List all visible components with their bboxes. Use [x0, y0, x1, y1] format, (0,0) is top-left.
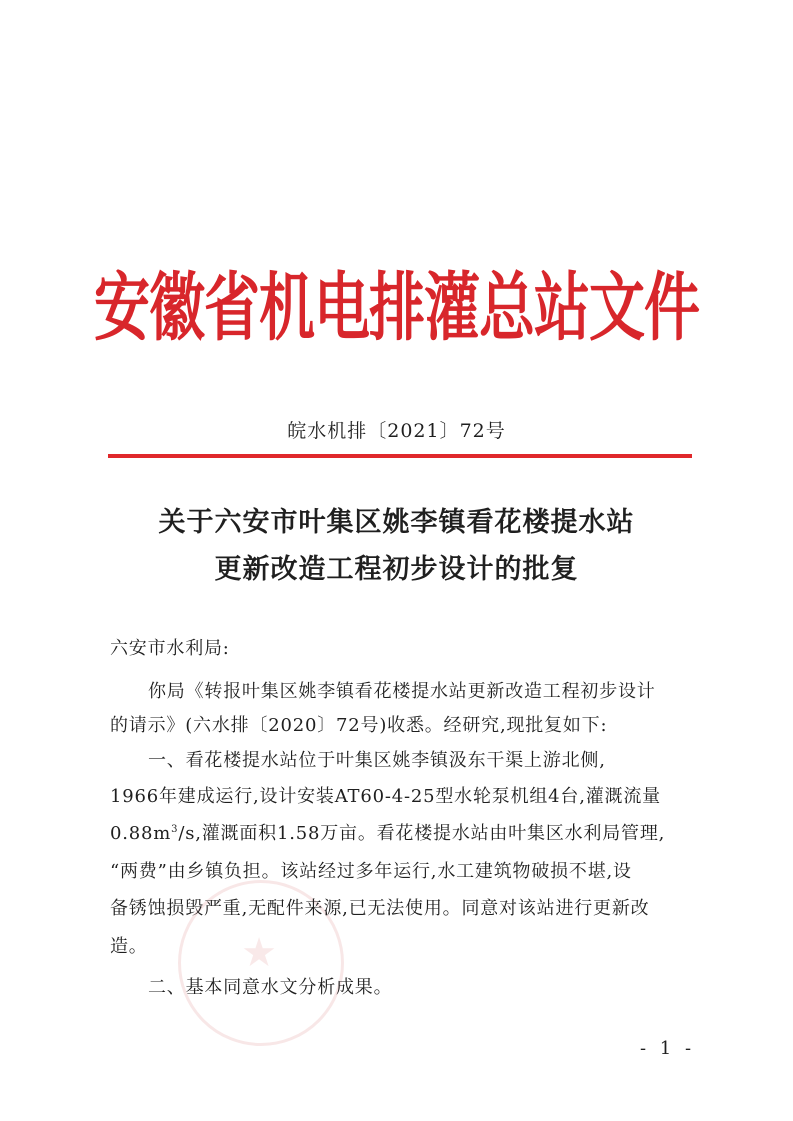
paragraph-2-line-1: 一、看花楼提水站位于叶集区姚李镇汲东干渠上游北侧, [148, 750, 606, 771]
document-number: 皖水机排〔2021〕72号 [287, 420, 506, 442]
paragraph-2-line-6: 造。 [110, 936, 148, 957]
page-number: - 1 - [640, 1038, 696, 1059]
document-title-line-1: 关于六安市叶集区姚李镇看花楼提水站 [158, 507, 635, 538]
paragraph-2-line-3-rest: /s,灌溉面积1.58万亩。看花楼提水站由叶集区水利局管理, [178, 823, 666, 844]
paragraph-1-line-2: 的请示》(六水排〔2020〕72号)收悉。经研究,现批复如下: [110, 715, 608, 736]
paragraph-2-line-2: 1966年建成运行,设计安装AT60-4-25型水轮泵机组4台,灌溉流量 [110, 786, 661, 807]
paragraph-1-line-1: 你局《转报叶集区姚李镇看花楼提水站更新改造工程初步设计 [148, 681, 656, 702]
org-masthead-title: 安徽省机电排灌总站文件 [94, 265, 699, 352]
paragraph-2-line-3 [110, 819, 665, 845]
paragraph-2-line-5: 备锈蚀损毁严重,无配件来源,已无法使用。同意对该站进行更新改 [110, 898, 650, 919]
document-title-line-2: 更新改造工程初步设计的批复 [214, 554, 579, 585]
paragraph-3-line-1: 二、基本同意水文分析成果。 [148, 977, 393, 998]
paragraph-2-line-4: “两费”由乡镇负担。该站经过多年运行,水工建筑物破损不堪,设 [110, 861, 632, 882]
red-divider-rule [108, 454, 692, 458]
seal-star-icon: ★ [241, 930, 277, 976]
flow-rate-value: 0.88m [110, 823, 172, 844]
unit-superscript: 3 [171, 824, 179, 835]
addressee: 六安市水利局: [110, 638, 230, 659]
